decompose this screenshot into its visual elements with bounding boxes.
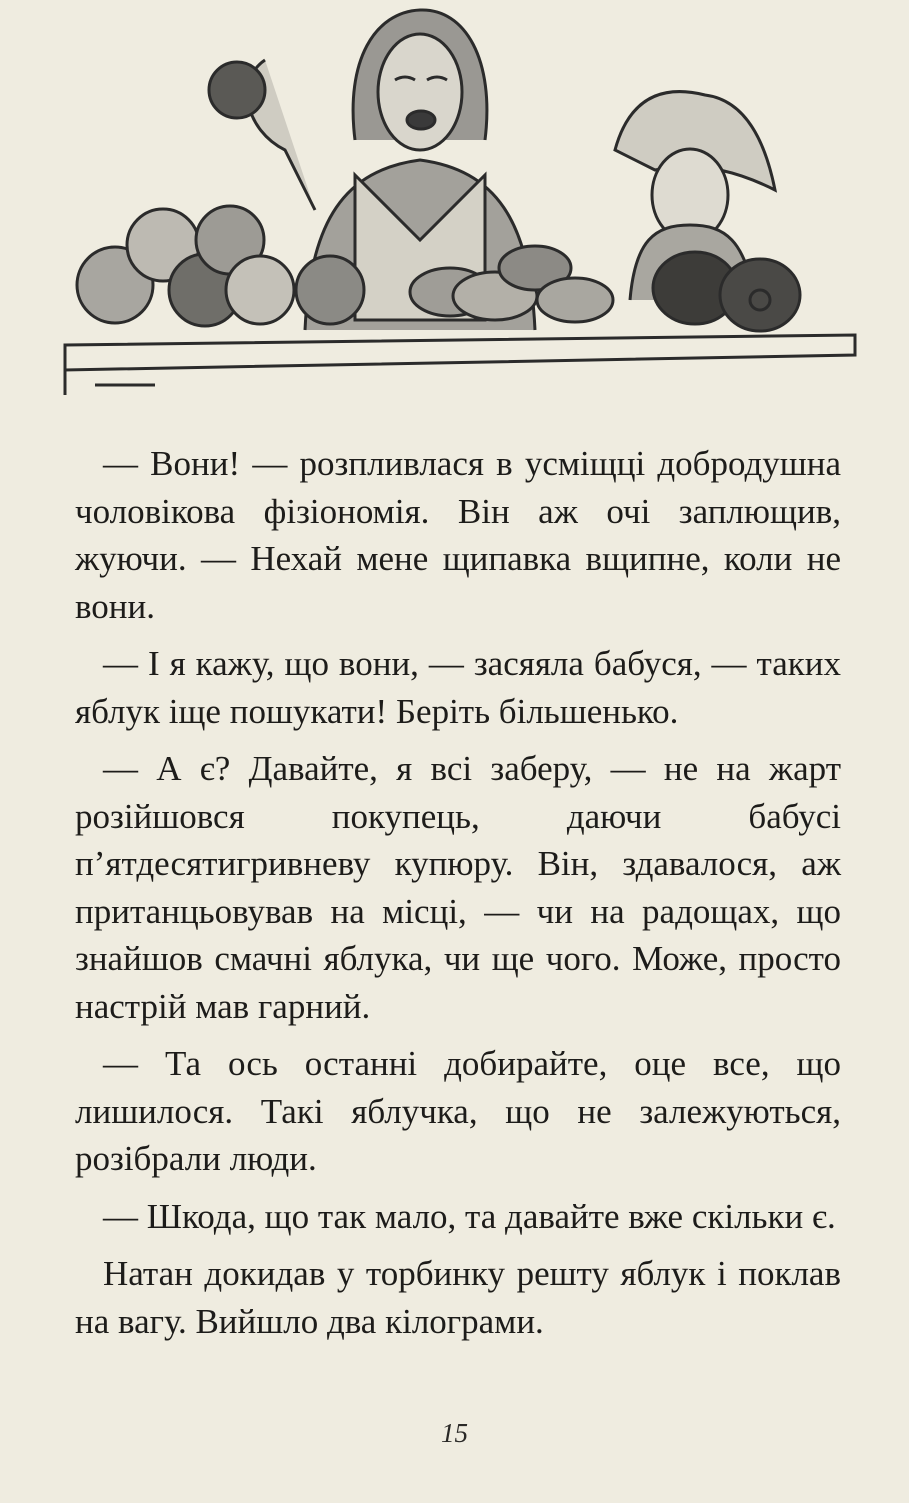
paragraph: — Вони! — розпливлася в усміщці добродушна чоловікова фізіономія. Він аж очі заплющив, жуючи. — Нехай мене щипавка вщипне, коли не вони. — [75, 444, 841, 626]
market-stall-illustration — [55, 0, 865, 400]
paragraph: — І я кажу, що вони, — засяяла бабуся, — таких яблук іще пошукати! Беріть більшенько. — [75, 644, 841, 731]
apples-pile — [77, 206, 364, 326]
page-number: 15 — [441, 1418, 468, 1448]
paragraph: — Шкода, що так мало, та давайте вже скільки є. — [103, 1196, 836, 1236]
story-text — [75, 440, 841, 1345]
paragraph: — А є? Давайте, я всі заберу, — не на жарт розійшовся покупець, даючи бабусі п’ятдесятигривневу купюру. Він, здавалося, аж пританцьовував на місці, — чи на радощах, що знайшов смачні яблука, чи ще чого. Може, просто настрій мав гарний. — [75, 749, 841, 1026]
paragraph: — Та ось останні добирайте, оце все, що лишилося. Такі яблучка, що не залежуються, розібрали люди. — [75, 1044, 841, 1178]
beets-pile — [653, 252, 800, 331]
paragraph: Натан докидав у торбинку решту яблук і поклав на вагу. Вийшло два кілограми. — [75, 1254, 841, 1341]
counter-table — [65, 335, 855, 395]
